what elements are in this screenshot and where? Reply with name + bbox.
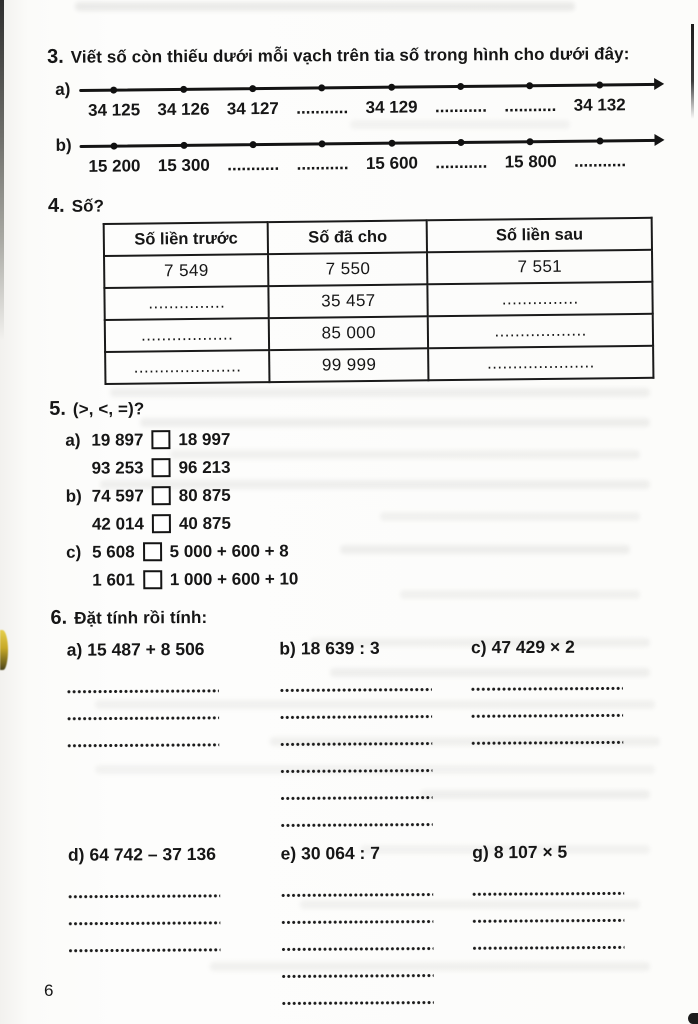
column-header: Số liền trước [104,222,269,256]
exercise-3-heading [47,42,662,69]
tick-label: 34 132 [573,95,626,115]
exercise-4-title: Số? [71,196,105,216]
yellow-edge-mark-artifact [0,630,8,670]
number-line-b-labels [80,151,635,177]
exercise-3-title: Viết số còn thiếu dưới mỗi vạch trên tia số trong hình cho dưới đây: [70,44,630,67]
bleedthrough-artifact [75,2,575,11]
answer-dotted-line [67,689,219,694]
exercise-5-number: 5. [49,397,66,420]
problem-expression: d) 64 742 – 37 136 [67,843,217,865]
problem-expression: b) 18 639 : 3 [279,637,380,659]
right-value: 5 000 + 600 + 8 [169,541,289,562]
comparison-item [65,423,664,455]
tick-label-blank: ........... [573,151,627,171]
answer-dotted-line [280,688,432,693]
tick-dot [249,141,256,148]
answer-dotted-line [473,918,625,923]
exercise-4-number: 4. [47,194,65,217]
problem-e [281,842,474,1024]
tick-label-blank: ........... [434,96,488,117]
exercise-5-heading [49,394,664,421]
tick-label: 15 300 [157,155,210,176]
problem-expression: c) 47 429 × 2 [470,636,575,658]
number-line-b-axis [79,130,662,186]
number-line-b-prefix: b) [55,135,72,155]
answer-dotted-line [68,921,220,926]
tick-dot [527,138,534,145]
problem-d [68,843,282,1024]
tick-dot [180,86,187,93]
tick-dot [318,84,325,91]
comparison-item [66,507,665,539]
left-value: 74 597 [91,486,144,506]
tick-label: 15 800 [504,151,557,172]
right-value: 96 213 [178,457,231,478]
number-line-a-axis [79,74,662,130]
table-cell-blank: .................. [105,318,270,352]
problem-g [472,841,668,1024]
tick-label: 34 127 [226,98,279,119]
exercise-3-number: 3. [46,45,64,68]
right-value: 18 997 [178,429,231,450]
tick-label: 34 125 [87,100,141,120]
left-value: 5 608 [92,542,135,562]
problems-row-1 [67,636,667,829]
scan-right-edge-artifact [691,24,694,119]
number-line-a [55,75,662,129]
right-value: 1 000 + 600 + 10 [169,569,299,590]
table-row [105,346,653,384]
problems-row-2 [68,841,668,1024]
answer-dotted-line [281,1001,433,1006]
comparison-item [65,451,664,483]
answer-lines [472,865,667,950]
table-cell-blank: ............... [104,286,269,320]
number-line-b-ticks [79,130,634,150]
tick-dot [110,87,117,94]
answer-box [151,430,170,449]
answer-dotted-line [280,715,432,720]
tick-label-blank: ........... [435,152,488,173]
scan-left-edge-artifact [0,0,4,340]
comparison-list [65,423,665,595]
problem-expression: e) 30 064 : 7 [280,842,381,864]
answer-dotted-line [67,716,219,721]
table-cell-blank: .................. [428,314,653,349]
tick-label-blank: ........... [504,95,557,116]
item-label: b) [65,486,82,506]
tick-dot [596,137,603,144]
tick-dot [527,82,534,89]
answer-lines [67,662,280,747]
bottom-right-ink-blob-artifact [688,1013,698,1024]
table-cell: 35 457 [269,284,428,318]
table-cell-blank: ..................... [105,350,270,384]
answer-dotted-line [280,823,432,828]
answer-dotted-line [471,713,623,718]
table-cell: 7 551 [427,250,652,285]
answer-dotted-line [280,742,432,747]
exercise-4-heading [48,191,663,218]
answer-dotted-line [472,740,624,745]
item-label: a) [65,430,81,450]
number-neighbours-table [103,217,655,385]
answer-dotted-line [473,945,625,950]
table-cell-blank: ............... [428,282,653,317]
answer-dotted-line [281,974,433,979]
tick-label-blank: ........... [227,154,280,175]
answer-dotted-line [69,948,221,953]
tick-label: 34 129 [365,97,418,117]
table-cell: 7 549 [104,254,269,288]
exercise-6-title: Đặt tính rồi tính: [74,607,208,628]
answer-box [152,458,171,477]
answer-dotted-line [68,894,220,899]
answer-dotted-line [281,947,433,952]
left-value: 93 253 [91,458,144,478]
tick-dot [111,143,118,150]
tick-label: 15 600 [365,153,419,173]
tick-label-blank: ........... [296,98,349,118]
number-line-a-labels [79,95,634,121]
comparison-item [66,563,665,595]
table-cell: 99 999 [269,348,428,382]
tick-dot [457,83,464,90]
left-value: 42 014 [91,514,144,534]
number-line-a-prefix: a) [55,79,71,99]
table-cell: 85 000 [269,316,428,350]
item-label: c) [66,542,82,562]
answer-lines [68,867,281,952]
number-line-arrow-icon [654,134,664,146]
tick-dot [596,81,603,88]
answer-lines [281,866,474,1024]
answer-dotted-line [67,743,219,748]
tick-dot [249,85,256,92]
column-header: Số đã cho [268,220,427,254]
answer-dotted-line [281,920,433,925]
tick-label: 34 126 [157,99,210,120]
answer-box [143,570,162,589]
answer-box [152,514,171,533]
tick-dot [180,142,187,149]
table-cell-blank: ..................... [428,346,653,381]
column-header: Số liền sau [427,218,652,253]
answer-dotted-line [281,893,433,898]
answer-dotted-line [472,891,624,896]
problem-b [279,637,472,827]
tick-label: 15 200 [88,156,141,176]
comparison-item [66,535,665,567]
problem-c [471,636,667,826]
number-line-arrow-icon [654,78,664,90]
right-value: 40 875 [178,513,231,534]
right-value: 80 875 [178,485,231,506]
tick-dot [388,140,395,147]
comparison-item [66,479,665,511]
answer-box [152,486,171,505]
answer-box [143,542,162,561]
tick-label-blank: ........... [296,154,349,174]
answer-lines [471,660,666,745]
number-line-a-ticks [79,74,634,94]
table-cell: 7 550 [268,252,427,286]
tick-dot [458,139,465,146]
answer-lines [279,661,472,827]
problem-expression: g) 8 107 × 5 [472,841,568,863]
left-value: 19 897 [91,430,144,450]
tick-dot [319,140,326,147]
exercise-5-title: (>, <, =)? [72,399,145,419]
answer-dotted-line [280,796,432,801]
answer-dotted-line [471,686,623,691]
page-number: 6 [44,981,54,1000]
exercise-6-heading [50,603,665,630]
answer-dotted-line [280,769,432,774]
left-value: 1 601 [92,570,135,590]
number-line-b [56,131,663,185]
page-content [47,42,668,1024]
exercise-6-number: 6. [50,606,68,629]
tick-dot [388,84,395,91]
problem-a [67,638,281,828]
problem-expression: a) 15 487 + 8 506 [66,638,205,660]
